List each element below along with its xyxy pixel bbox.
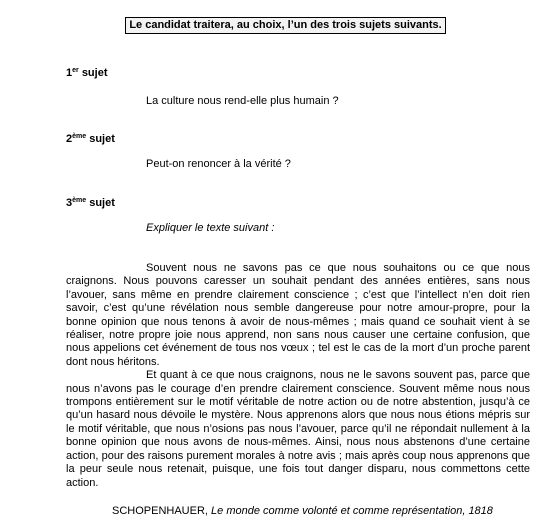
citation-author: SCHOPENHAUER,	[112, 505, 208, 517]
instructions-text: Le candidat traitera, au choix, l’un des trois sujets suivants.	[129, 19, 442, 31]
sujet-2-suffix: ème	[72, 133, 87, 140]
sujet-3-word: sujet	[89, 197, 115, 209]
sujet-3-heading	[66, 197, 115, 209]
sujet-1-heading	[66, 67, 108, 79]
passage-paragraph-1: Souvent nous ne savons pas ce que nous souhaitons ou ce que nous craignons. Nous pouvons caresser un souhait pendant des années entières, sans nous l’avouer, sans même en prendre clairement conscience ; c’est que l’intellect n’en doit rien savoir, c’est qu’une révélation nous semble dangereuse pour notre amour-propre, pour la bonne opinion que nous tenons à avoir de nous-mêmes ; mais quand ce souhait vient à se réaliser, notre propre joie nous apprend, non sans nous causer une certaine confusion, que nous appelions cet événement de tous nos vœux ; tel est le cas de la mort d’un proche parent dont nous héritons.	[66, 262, 530, 368]
citation-work: Le monde comme volonté et comme représentation, 1818	[211, 505, 493, 517]
instructions-box	[125, 17, 446, 34]
sujet-3-question: Expliquer le texte suivant :	[146, 222, 275, 234]
sujet-1-suffix: er	[72, 67, 79, 74]
sujet-1-number: 1	[66, 67, 73, 79]
sujet-2-question: Peut-on renoncer à la vérité ?	[146, 158, 291, 170]
sujet-2-number: 2	[66, 133, 73, 145]
sujet-3-suffix: ème	[72, 197, 87, 204]
sujet-2-heading	[66, 133, 115, 145]
sujet-1-question: La culture nous rend-elle plus humain ?	[146, 95, 339, 107]
passage-paragraph-2: Et quant à ce que nous craignons, nous ne le savons souvent pas, parce que nous n’avons pas le courage d’en prendre clairement conscience. Souvent même nous nous trompons entièrement sur le motif véritable de notre action ou de notre abstention, jusqu’à ce qu’un hasard nous dévoile le mystère. Nous apprenons alors que nous nous étions mépris sur le motif véritable, que nous n’osions pas nous l’avouer, parce qu’il ne répondait nullement à la bonne opinion que nous avons de nous-mêmes. Ainsi, nous nous abstenons d’une certaine action, pour des raisons purement morales à notre avis ; mais après coup nous apprenons que la peur seule nous retenait, puisque, une fois tout danger disparu, nous commettons cette action.	[66, 369, 530, 489]
sujet-1-word: sujet	[81, 67, 108, 79]
text-passage	[66, 262, 530, 490]
sujet-3-number: 3	[66, 197, 73, 209]
citation	[112, 505, 493, 517]
sujet-2-word: sujet	[89, 133, 115, 145]
